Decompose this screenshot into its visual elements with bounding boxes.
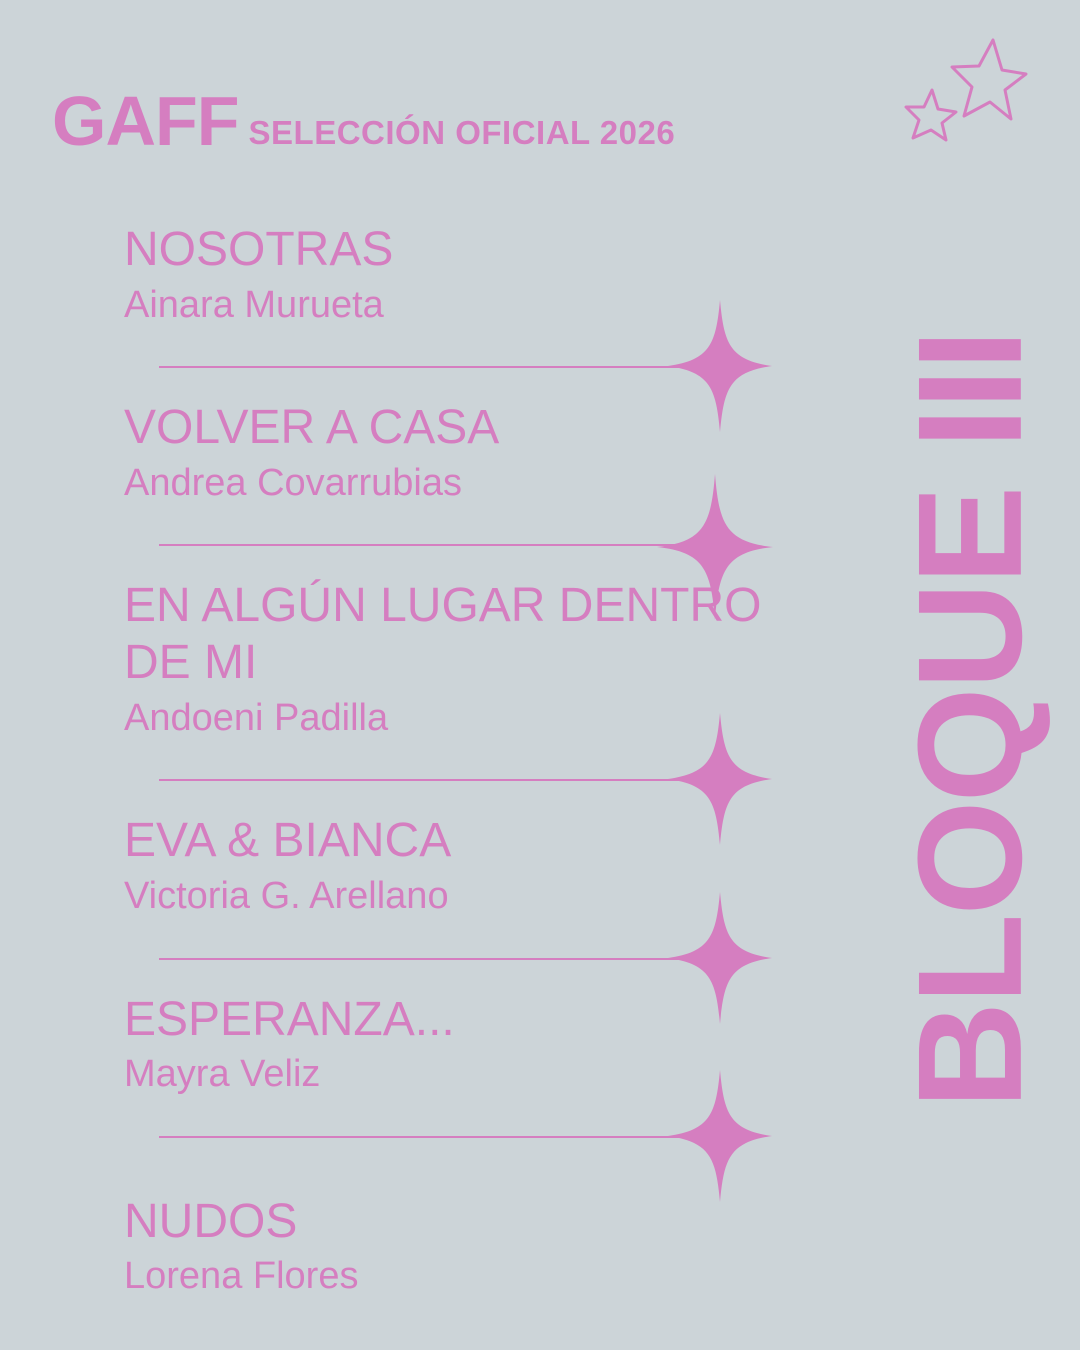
film-title: NUDOS: [124, 1194, 298, 1248]
film-title: VOLVER A CASA: [124, 401, 500, 455]
film-director: Ainara Murueta: [124, 283, 384, 326]
block-label-text: BLOQUE III: [888, 331, 1054, 1109]
film-title: EN ALGÚN LUGAR DENTRO DE MI: [124, 579, 762, 690]
official-selection-label: SELECCIÓN OFICIAL 2026: [248, 113, 676, 151]
divider-rule: [159, 544, 720, 546]
film-director: Andoeni Padilla: [124, 696, 389, 739]
festival-brand: GAFF: [52, 82, 239, 160]
film-title: EVA & BIANCA: [124, 814, 452, 868]
block-label: [856, 175, 1080, 1265]
divider: [124, 930, 790, 986]
list-item: [0, 992, 790, 1164]
header: [52, 82, 676, 160]
list-item: [0, 1194, 790, 1300]
film-list: [0, 222, 790, 1300]
film-director: Andrea Covarrubias: [124, 461, 462, 504]
star-decoration-group: [898, 34, 1028, 144]
divider: [124, 751, 790, 807]
four-point-sparkle-icon: [650, 1066, 790, 1206]
divider: [124, 1108, 790, 1164]
divider-rule: [159, 1136, 720, 1138]
star-outline-icon: [898, 34, 1028, 144]
film-director: Mayra Veliz: [124, 1053, 321, 1096]
divider-rule: [159, 779, 720, 781]
film-title: ESPERANZA...: [124, 992, 455, 1046]
list-item: [0, 813, 790, 985]
list-item: [0, 222, 790, 394]
list-item: [0, 578, 790, 807]
divider-rule: [159, 958, 720, 960]
film-director: Lorena Flores: [124, 1255, 359, 1298]
divider: [124, 338, 790, 394]
film-director: Victoria G. Arellano: [124, 874, 449, 917]
film-title: NOSOTRAS: [124, 223, 394, 276]
divider-rule: [159, 366, 720, 368]
divider: [124, 516, 790, 572]
list-item: [0, 400, 790, 572]
